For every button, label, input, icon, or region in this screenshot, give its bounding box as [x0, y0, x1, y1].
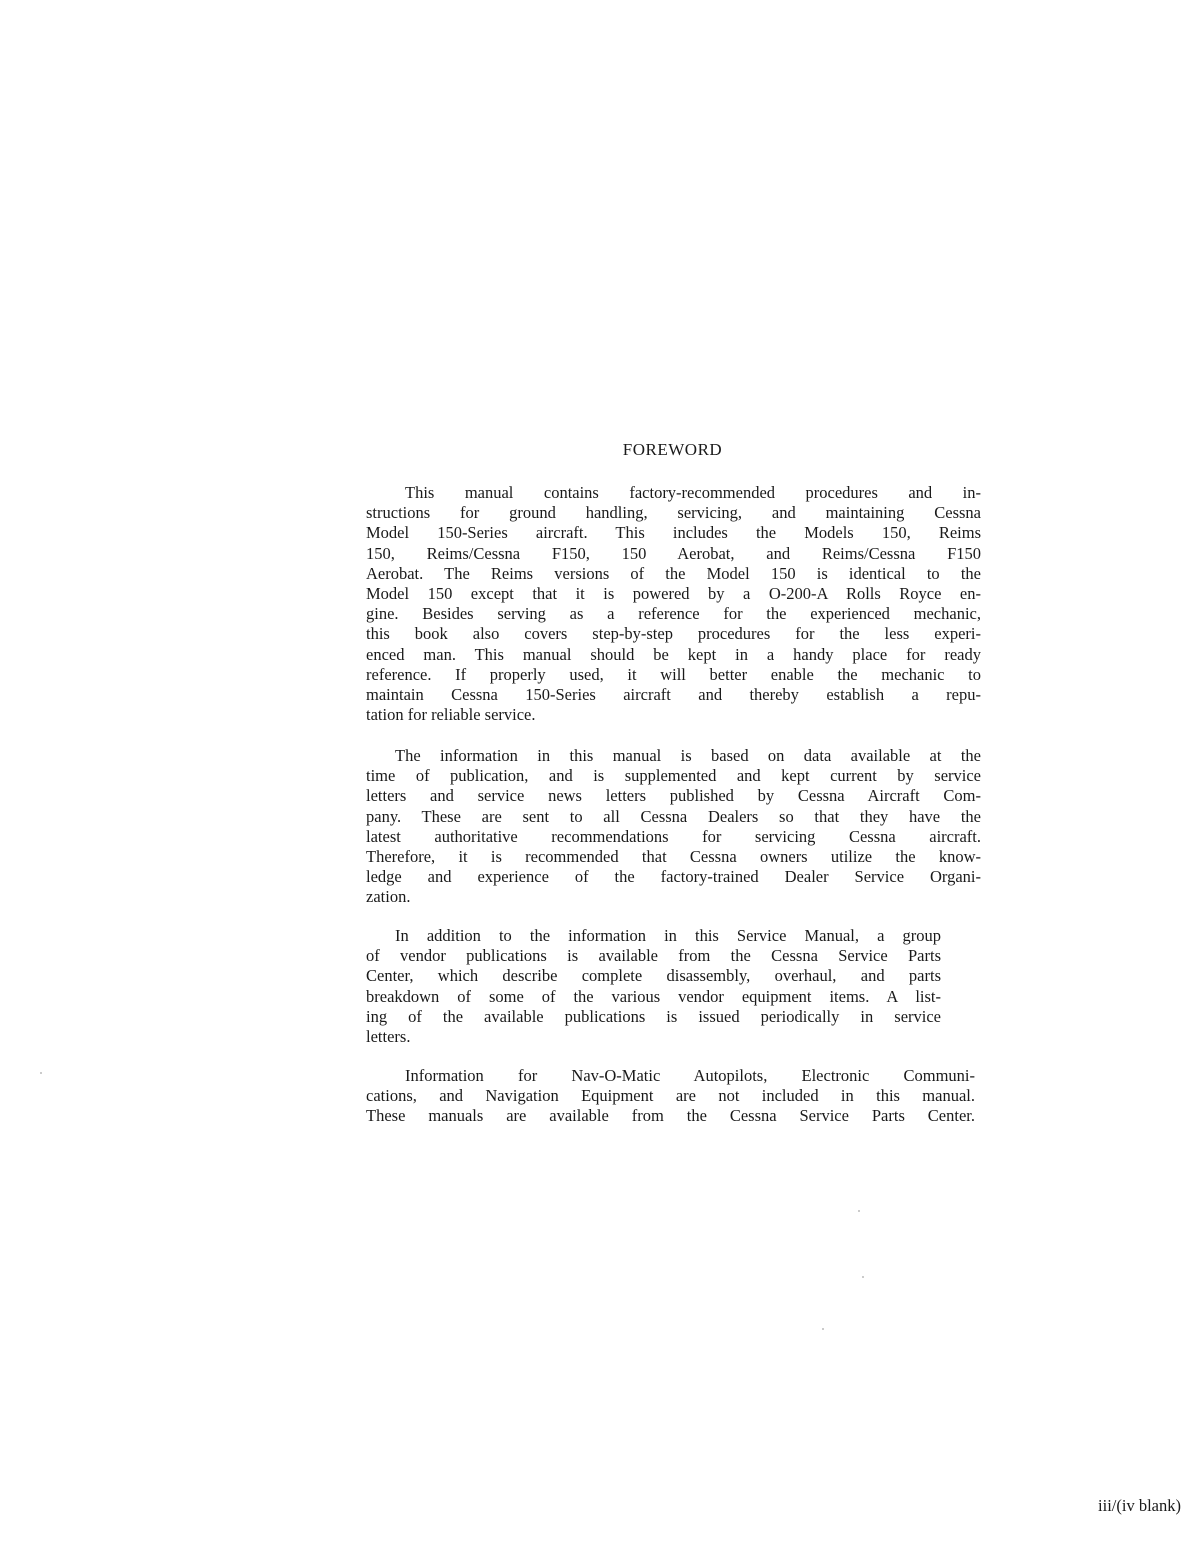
paragraph-line: Model 150 except that it is powered by a O-200-A Rolls Royce en- — [366, 584, 981, 604]
paragraph-line: ing of the available publications is issued periodically in service — [366, 1006, 941, 1026]
paragraph-line: of vendor publications is available from the Cessna Service Parts — [366, 946, 941, 966]
paragraph-line: cations, and Navigation Equipment are not included in this manual. — [366, 1086, 975, 1106]
paragraph-line: This manual contains factory-recommended procedures and in- — [405, 483, 981, 502]
paragraph-line: pany. These are sent to all Cessna Dealers so that they have the — [366, 806, 981, 826]
paragraph-line: maintain Cessna 150-Series aircraft and thereby establish a repu- — [366, 685, 981, 705]
page-number: iii/(iv blank) — [1098, 1496, 1181, 1515]
scan-speck — [822, 1328, 824, 1330]
paragraph-vendor-publications — [366, 926, 941, 1047]
paragraph-line: time of publication, and is supplemented and kept current by service — [366, 766, 981, 786]
paragraph-line: Information for Nav-O-Matic Autopilots, Electronic Communi- — [405, 1066, 975, 1085]
paragraph-autopilots — [366, 1066, 975, 1127]
paragraph-line: enced man. This manual should be kept in a handy place for ready — [366, 644, 981, 664]
paragraph-line: In addition to the information in this Service Manual, a group — [395, 926, 941, 945]
paragraph-line: structions for ground handling, servicing, and maintaining Cessna — [366, 503, 981, 523]
paragraph-line: this book also covers step-by-step procedures for the less experi- — [366, 624, 981, 644]
scan-speck — [862, 1276, 864, 1278]
paragraph-line: Aerobat. The Reims versions of the Model 150 is identical to the — [366, 563, 981, 583]
paragraph-line: Center, which describe complete disassembly, overhaul, and parts — [366, 966, 941, 986]
scan-speck — [40, 1072, 42, 1074]
paragraph-line: gine. Besides serving as a reference for the experienced mechanic, — [366, 604, 981, 624]
paragraph-information — [366, 746, 981, 908]
paragraph-line: breakdown of some of the various vendor equipment items. A list- — [366, 986, 941, 1006]
paragraph-line: reference. If properly used, it will better enable the mechanic to — [366, 664, 981, 684]
paragraph-line: latest authoritative recommendations for servicing Cessna aircraft. — [366, 826, 981, 846]
paragraph-line: tation for reliable service. — [366, 705, 536, 725]
paragraph-line: Therefore, it is recommended that Cessna owners utilize the know- — [366, 847, 981, 867]
paragraph-line: ledge and experience of the factory-trained Dealer Service Organi- — [366, 867, 981, 887]
scan-speck — [858, 1210, 860, 1212]
paragraph-line: letters. — [366, 1027, 411, 1047]
paragraph-line: 150, Reims/Cessna F150, 150 Aerobat, and Reims/Cessna F150 — [366, 543, 981, 563]
page-title: FOREWORD — [622, 440, 723, 459]
paragraph-line: zation. — [366, 887, 411, 907]
paragraph-intro — [366, 483, 981, 725]
paragraph-line: Model 150-Series aircraft. This includes the Models 150, Reims — [366, 523, 981, 543]
paragraph-line: letters and service news letters published by Cessna Aircraft Com- — [366, 786, 981, 806]
paragraph-line: These manuals are available from the Cessna Service Parts Center. — [366, 1106, 975, 1126]
paragraph-line: The information in this manual is based on data available at the — [395, 746, 981, 765]
